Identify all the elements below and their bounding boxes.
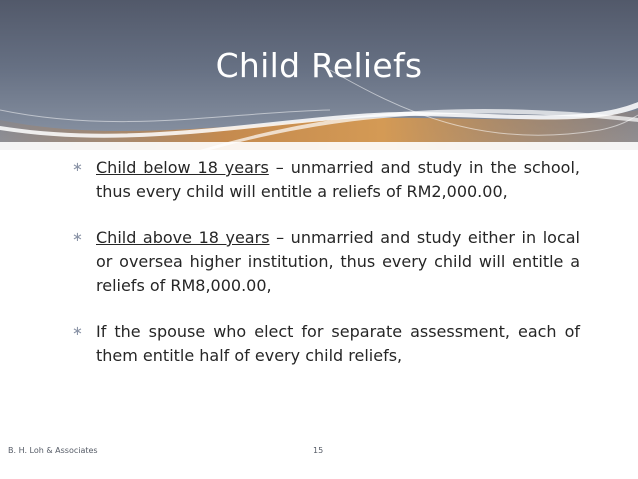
slide-title: Child Reliefs xyxy=(215,46,423,85)
page-number: 15 xyxy=(313,446,324,455)
bottom-fade xyxy=(0,142,638,150)
bullet-item xyxy=(60,226,580,298)
slide-header xyxy=(0,0,638,150)
bullet-list xyxy=(60,156,580,390)
footer-author: B. H. Loh & Associates xyxy=(8,446,98,455)
bullet-item xyxy=(60,320,580,368)
bullet-item xyxy=(60,156,580,204)
bullet-star-icon: ∗ xyxy=(72,324,83,339)
bullet-lead: Child above 18 years xyxy=(96,228,270,247)
bullet-text: – unmarried and study in the school, thus every child will entitle a reliefs of RM2,000.00, xyxy=(96,158,581,201)
bullet-text: – unmarried and study either in local or oversea higher institution, thus every child will entitle a reliefs of RM8,000.00, xyxy=(96,228,580,295)
bullet-star-icon: ∗ xyxy=(72,160,83,175)
bullet-text: If the spouse who elect for separate assessment, each of them entitle half of every child reliefs, xyxy=(96,322,580,365)
bullet-star-icon: ∗ xyxy=(72,230,83,245)
bullet-lead: Child below 18 years xyxy=(96,158,269,177)
white-wave-4 xyxy=(0,110,330,122)
